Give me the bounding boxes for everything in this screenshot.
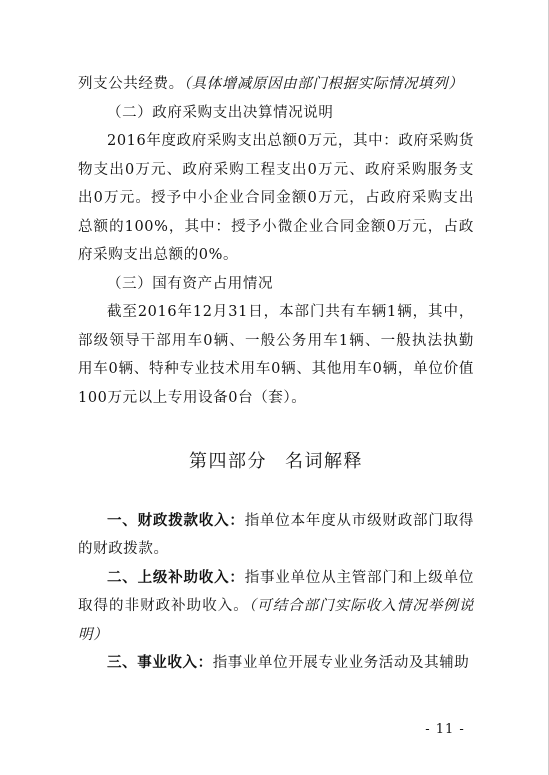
- paragraph-assets: 截至2016年12月31日，本部门共有车辆1辆，其中，部级领导干部用车0辆、一般公务用车1辆、一般执法执勤用车0辆、特种专业技术用车0辆、其他用车0辆，单位价值100万元以上专用设备0台（套）。: [78, 304, 474, 406]
- term-label: 二、上级补助收入：: [107, 568, 245, 586]
- paragraph-text: 列支公共经费。: [78, 76, 184, 92]
- term-definition: 指事业单位开展专业业务活动及其辅助: [212, 655, 470, 671]
- section-heading-procurement: （二）政府采购支出决算情况说明: [107, 104, 334, 121]
- term-item: [78, 507, 474, 564]
- term-item: [78, 564, 474, 650]
- paragraph-continued: [78, 70, 474, 99]
- document-body: [78, 70, 474, 678]
- term-definition: 指单位本年度从市级财政部门取得的财政拨款。: [78, 512, 474, 557]
- term-item: [78, 649, 474, 678]
- part-title-number: 第四部分: [189, 451, 267, 472]
- paragraph-note: （具体增减原因由部门根据实际情况填列）: [183, 76, 464, 92]
- section-heading-assets: （三）国有资产占用情况: [107, 275, 274, 292]
- term-note: （可结合部门实际收入情况举例说明）: [78, 598, 474, 643]
- term-definition: 指事业单位从主管部门和上级单位取得的非财政补助收入。: [78, 569, 474, 614]
- paragraph-procurement: 2016年度政府采购支出总额0万元，其中：政府采购货物支出0万元、政府采购工程支出0万元、政府采购服务支出0万元。授予中小企业合同金额0万元，占政府采购支出总额的100%，其中：授予小微企业合同金额0万元，占政府采购支出总额的0%。: [78, 133, 474, 263]
- term-label: 三、事业收入：: [107, 654, 213, 671]
- page-number: - 11 -: [425, 722, 465, 737]
- term-label: 一、财政拨款收入：: [107, 511, 245, 529]
- part-title-name: 名词解释: [285, 451, 363, 472]
- part-title: [78, 448, 474, 477]
